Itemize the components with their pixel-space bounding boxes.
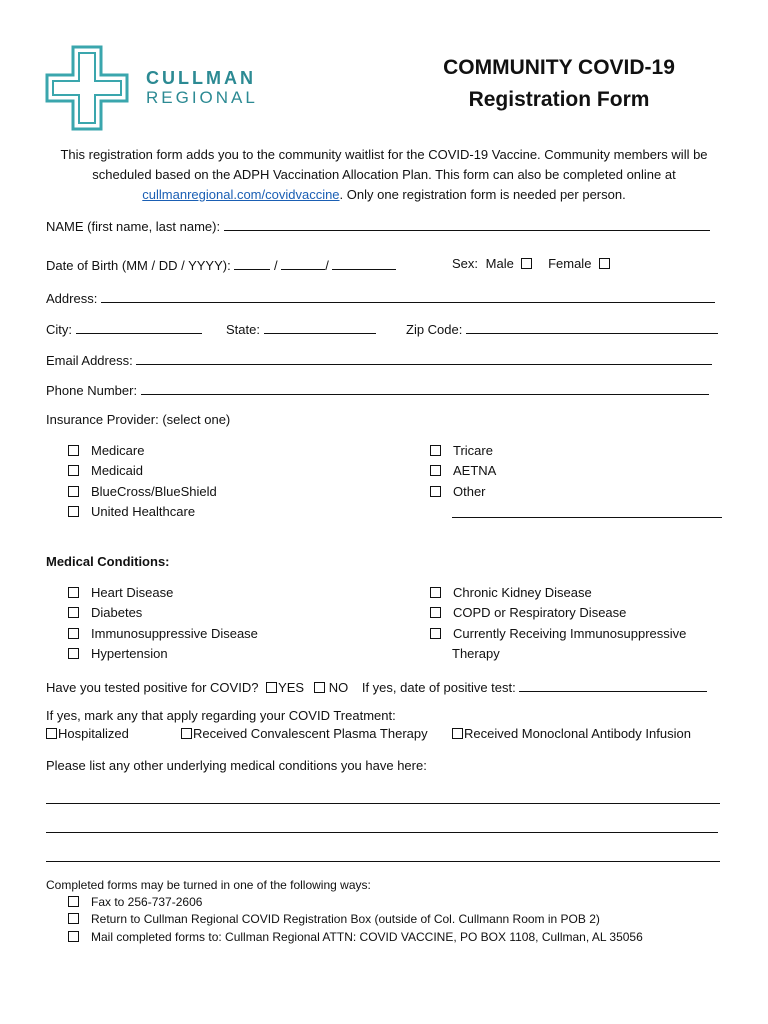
- checkbox[interactable]: [181, 728, 192, 739]
- city-label: City:: [46, 322, 72, 337]
- submission-mail[interactable]: Mail completed forms to: Cullman Regional ATTN: COVID VACCINE, PO BOX 1108, Cullman, AL 35056: [68, 930, 643, 944]
- checkbox[interactable]: [46, 728, 57, 739]
- checkbox[interactable]: [68, 931, 79, 942]
- covid-date-label: If yes, date of positive test:: [361, 680, 516, 695]
- address-field[interactable]: [101, 289, 715, 303]
- logo-text-line1: CULLMAN: [146, 68, 256, 88]
- checkbox[interactable]: [68, 486, 79, 497]
- city-field[interactable]: [76, 320, 202, 334]
- submission-fax[interactable]: Fax to 256-737-2606: [68, 895, 202, 909]
- name-row: [46, 217, 710, 234]
- checkbox[interactable]: [430, 465, 441, 476]
- conditions-label: Medical Conditions:: [46, 554, 170, 569]
- page-subtitle: Registration Form: [468, 88, 650, 111]
- covid-vaccine-link[interactable]: cullmanregional.com/covidvaccine: [142, 187, 340, 202]
- female-checkbox[interactable]: [599, 258, 610, 269]
- condition-copd[interactable]: COPD or Respiratory Disease: [430, 605, 626, 620]
- treatment-plasma[interactable]: Received Convalescent Plasma Therapy: [181, 726, 428, 741]
- female-label: Female: [548, 256, 592, 271]
- address-label: Address:: [46, 291, 98, 306]
- checkbox[interactable]: [430, 445, 441, 456]
- dob-month-field[interactable]: [234, 256, 270, 270]
- covid-no-checkbox[interactable]: [314, 682, 325, 693]
- insurance-other-field[interactable]: [452, 517, 722, 518]
- checkbox[interactable]: [68, 607, 79, 618]
- city-row: [46, 320, 202, 337]
- other-conditions-line-1[interactable]: [46, 803, 720, 804]
- insurance-option-aetna[interactable]: AETNA: [430, 463, 496, 478]
- insurance-option-united[interactable]: United Healthcare: [68, 504, 195, 519]
- condition-kidney[interactable]: Chronic Kidney Disease: [430, 585, 592, 600]
- state-row: [226, 320, 376, 337]
- condition-heart-disease[interactable]: Heart Disease: [68, 585, 173, 600]
- dob-row: Date of Birth (MM / DD / YYYY): / /: [46, 256, 396, 273]
- checkbox[interactable]: [430, 607, 441, 618]
- condition-diabetes[interactable]: Diabetes: [68, 605, 142, 620]
- submission-label: Completed forms may be turned in one of the following ways:: [46, 878, 371, 892]
- checkbox[interactable]: [68, 587, 79, 598]
- checkbox[interactable]: [430, 486, 441, 497]
- covid-question-row: Have you tested positive for COVID? YES NO If yes, date of positive test:: [46, 678, 707, 695]
- male-label: Male: [485, 256, 514, 271]
- state-field[interactable]: [264, 320, 376, 334]
- email-row: [46, 351, 712, 368]
- checkbox[interactable]: [68, 445, 79, 456]
- submission-return-box[interactable]: Return to Cullman Regional COVID Registration Box (outside of Col. Cullmann Room in POB 2): [68, 912, 600, 926]
- condition-immuno-therapy-cont: Therapy: [452, 646, 500, 661]
- phone-row: [46, 381, 709, 398]
- zip-label: Zip Code:: [406, 322, 463, 337]
- insurance-option-other[interactable]: Other: [430, 484, 486, 499]
- insurance-label: Insurance Provider: (select one): [46, 412, 231, 427]
- other-conditions-line-3[interactable]: [46, 861, 720, 862]
- male-checkbox[interactable]: [521, 258, 532, 269]
- checkbox[interactable]: [68, 465, 79, 476]
- logo-text-line2: REGIONAL: [146, 88, 258, 107]
- intro-paragraph: This registration form adds you to the community waitlist for the COVID-19 Vaccine. Community members will be scheduled based on the ADPH Vaccination Allocation Plan. This form can also be completed online at cullmanregional.com/covidvaccine. Only one registration form is needed per person.: [60, 147, 708, 202]
- name-field[interactable]: [224, 217, 710, 231]
- phone-field[interactable]: [141, 381, 709, 395]
- treatment-hospitalized[interactable]: Hospitalized: [46, 726, 129, 741]
- address-row: [46, 289, 715, 306]
- zip-row: [406, 320, 718, 337]
- condition-hypertension[interactable]: Hypertension: [68, 646, 168, 661]
- dob-day-field[interactable]: [281, 256, 325, 270]
- treatment-monoclonal[interactable]: Received Monoclonal Antibody Infusion: [452, 726, 691, 741]
- covid-question: Have you tested positive for COVID?: [46, 680, 259, 695]
- cross-logo-icon: [44, 44, 130, 132]
- checkbox[interactable]: [68, 648, 79, 659]
- condition-immunosuppressive[interactable]: Immunosuppressive Disease: [68, 626, 258, 641]
- sex-row: [452, 256, 622, 271]
- insurance-option-bcbs[interactable]: BlueCross/BlueShield: [68, 484, 217, 499]
- checkbox[interactable]: [430, 628, 441, 639]
- insurance-option-medicaid[interactable]: Medicaid: [68, 463, 143, 478]
- insurance-option-medicare[interactable]: Medicare: [68, 443, 144, 458]
- state-label: State:: [226, 322, 260, 337]
- page-title: COMMUNITY COVID-19: [443, 56, 675, 79]
- dob-year-field[interactable]: [332, 256, 396, 270]
- dob-label: Date of Birth (MM / DD / YYYY):: [46, 258, 231, 273]
- covid-yes-checkbox[interactable]: [266, 682, 277, 693]
- condition-immuno-therapy[interactable]: Currently Receiving Immunosuppressive: [430, 626, 686, 641]
- other-conditions-line-2[interactable]: [46, 832, 718, 833]
- checkbox[interactable]: [68, 506, 79, 517]
- covid-date-field[interactable]: [519, 678, 707, 692]
- checkbox[interactable]: [68, 896, 79, 907]
- other-conditions-label: Please list any other underlying medical conditions you have here:: [46, 758, 427, 773]
- email-field[interactable]: [136, 351, 712, 365]
- zip-field[interactable]: [466, 320, 718, 334]
- email-label: Email Address:: [46, 353, 133, 368]
- sex-label: Sex:: [452, 256, 479, 271]
- checkbox[interactable]: [68, 628, 79, 639]
- name-label: NAME (first name, last name):: [46, 219, 221, 234]
- phone-label: Phone Number:: [46, 383, 138, 398]
- checkbox[interactable]: [68, 913, 79, 924]
- checkbox[interactable]: [452, 728, 463, 739]
- insurance-option-tricare[interactable]: Tricare: [430, 443, 493, 458]
- checkbox[interactable]: [430, 587, 441, 598]
- treatment-label: If yes, mark any that apply regarding your COVID Treatment:: [46, 708, 396, 723]
